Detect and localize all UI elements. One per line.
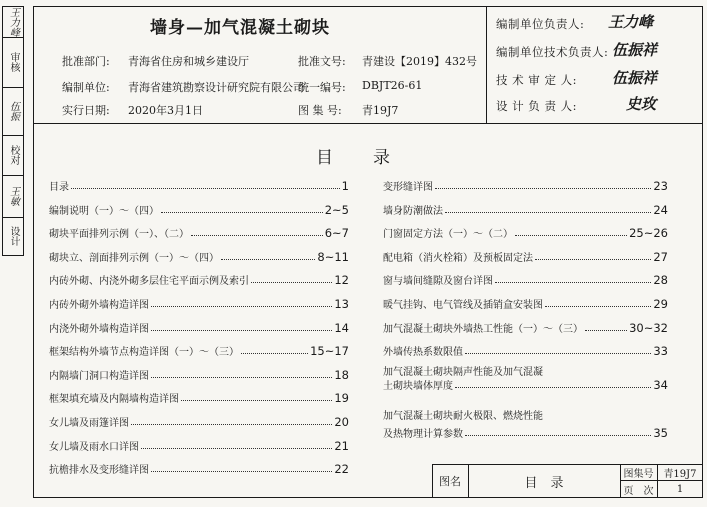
toc-entry (383, 224, 668, 240)
toc-entry-page: 23 (653, 179, 668, 193)
toc-leader-dots (495, 282, 651, 283)
toc-entry-title: 变形缝详图 (383, 182, 433, 193)
toc-entry-page: 33 (653, 344, 668, 359)
toc-leader-dots (455, 387, 651, 388)
role-signature: 王力峰 (608, 13, 654, 31)
toc-leader-dots (221, 259, 315, 260)
compile-unit-label: 编制单位: (62, 81, 110, 94)
toc-entry-page: 8~11 (317, 249, 349, 264)
sidebar-signature-cell (3, 87, 23, 136)
toc-leader-dots (161, 212, 323, 213)
toc-leader-dots (151, 377, 332, 378)
sidebar-signature-cell (3, 175, 23, 218)
toc-leader-dots (151, 330, 332, 331)
toc-entry (383, 201, 668, 217)
toc-entry-title: 编制说明（一）～（四） (49, 205, 159, 217)
toc-leader-dots (515, 235, 627, 236)
toc-entry-title: 砌块立、剖面排列示例（一）～（四） (49, 252, 219, 264)
toc-leader-dots (151, 306, 332, 307)
toc-entry-title: 暖气挂钩、电气管线及插销盒安装图 (383, 300, 543, 311)
compile-unit: 青海省建筑勘察设计研究院有限公司 (128, 81, 304, 94)
toc-entry-page: 18 (334, 367, 349, 382)
approval-doc: 青建设【2019】432号 (362, 55, 477, 68)
toc-entry (49, 319, 349, 335)
toc-entry-title: 女儿墙及雨篷详图 (49, 418, 129, 429)
toc-entry (49, 389, 349, 405)
toc-entry (49, 437, 349, 453)
role-signature: 伍振祥 (612, 69, 658, 87)
unified-no: DBJT26-61 (362, 79, 423, 92)
toc-entry-page: 28 (653, 273, 668, 288)
page-no-label: 页 次 (623, 486, 654, 497)
sidebar-signature-cell (3, 7, 23, 38)
sidebar-label-cell (3, 135, 23, 176)
toc-entry-title: 框架结构外墙节点构造详图（一）～（三） (49, 347, 239, 359)
toc-entry-title: 内砖外砌、内浇外砌多层住宅平面示例及索引 (49, 276, 249, 288)
toc-entry-title: 内隔墙门洞口构造详图 (49, 370, 149, 382)
toc-entry-page: 15~17 (310, 344, 349, 359)
toc-leader-dots (241, 353, 308, 354)
toc-entry (49, 366, 349, 382)
toc-heading: 目 录 (316, 148, 392, 168)
toc-leader-dots (191, 235, 323, 236)
date-label: 实行日期: (62, 104, 110, 117)
toc-entry (383, 177, 668, 193)
toc-entry-title: 女儿墙及雨水口详图 (49, 441, 139, 453)
toc-entry-page: 1 (341, 179, 349, 193)
toc-entry-page: 25~26 (629, 226, 668, 241)
toc-entry (49, 271, 349, 287)
toc-leader-dots (251, 282, 332, 283)
toc-leader-dots (535, 259, 651, 260)
toc-entry (49, 295, 349, 311)
toc-entry (49, 460, 349, 476)
toc-leader-dots (545, 306, 651, 307)
toc-entry-page: 6~7 (324, 226, 349, 241)
toc-entry (49, 201, 349, 217)
role-label: 技 术 审 定 人: (496, 73, 577, 87)
toc-entry-title: 墙身防潮做法 (383, 205, 443, 217)
drawing-name: 目 录 (524, 475, 564, 491)
toc-entry-page: 30~32 (629, 320, 668, 335)
toc-entry-page: 12 (334, 273, 349, 288)
toc-leader-dots (445, 212, 651, 213)
sidebar-signature: 王敏 (7, 186, 19, 206)
toc-entry (383, 271, 668, 287)
toc-entry (383, 424, 668, 440)
implement-date: 2020年3月1日 (128, 104, 203, 117)
document-title: 墙身—加气混凝土砌块 (150, 18, 330, 38)
sidebar-signature: 王力峰 (7, 7, 19, 37)
toc-entry (383, 248, 668, 264)
toc-entry-title: 砌块平面排列示例（一）、（二） (49, 229, 189, 241)
toc-entry-page: 22 (334, 462, 349, 477)
toc-leader-dots (465, 435, 651, 436)
toc-entry-page: 14 (334, 320, 349, 335)
toc-entry-title: 窗与墙间缝隙及窗台详图 (383, 276, 493, 288)
toc-entry (383, 342, 668, 358)
approval-doc-label: 批准文号: (298, 55, 346, 68)
toc-entry-title: 框架填充墙及内隔墙构造详图 (49, 394, 179, 406)
toc-entry-title: 内砖外砌外墙构造详图 (49, 300, 149, 311)
sidebar-label-review: 审核 (8, 52, 19, 72)
role-signature: 伍振祥 (612, 41, 658, 59)
toc-entry-title: 目录 (49, 182, 69, 193)
toc-entry (49, 413, 349, 429)
toc-entry-line1: 加气混凝土砌块耐火极限、燃烧性能 (383, 411, 543, 422)
toc-entry (383, 295, 668, 311)
unified-no-label: 统一编号: (298, 81, 346, 94)
toc-entry (49, 248, 349, 264)
toc-entry-page: 2~5 (324, 202, 349, 217)
toc-entry-title: 及热物理计算参数 (383, 429, 463, 440)
toc-entry (49, 224, 349, 240)
toc-leader-dots (465, 353, 651, 354)
toc-leader-dots (141, 448, 332, 449)
toc-leader-dots (151, 471, 332, 472)
sidebar-label-cell (3, 37, 23, 88)
toc-entry (49, 342, 349, 358)
toc-entry-page: 27 (653, 249, 668, 264)
sidebar-label-design: 设计 (8, 226, 19, 246)
drawing-name-label: 图名 (439, 475, 461, 488)
header-divider (33, 123, 703, 124)
sidebar-label-check: 校对 (8, 145, 19, 165)
approval-dept-label: 批准部门: (62, 55, 110, 68)
toc-leader-dots (131, 424, 332, 425)
header-vertical-divider (486, 6, 487, 123)
role-label: 编制单位技术负责人: (496, 45, 609, 59)
atlas-no-label: 图集号 (623, 468, 654, 480)
toc-entry-page: 35 (653, 426, 668, 440)
toc-entry-page: 13 (334, 297, 349, 311)
title-block-atlas-no: 青19J7 (663, 468, 697, 480)
sidebar-label-cell (3, 217, 23, 255)
toc-leader-dots (585, 330, 627, 331)
toc-entry-page: 34 (653, 378, 668, 392)
binding-strip (2, 6, 24, 256)
sidebar-signature: 伍振 (7, 101, 19, 121)
role-signature: 史玫 (626, 95, 657, 113)
toc-entry (49, 177, 349, 193)
toc-entry-title: 配电箱（消火栓箱）及预板固定法 (383, 252, 533, 264)
toc-entry-page: 29 (653, 297, 668, 311)
page-no: 1 (676, 484, 684, 495)
atlas-no: 青19J7 (362, 104, 399, 117)
toc-entry-page: 19 (334, 391, 349, 406)
role-label: 设 计 负 责 人: (496, 99, 577, 113)
toc-entry-title: 门窗固定方法（一）～（二） (383, 229, 513, 241)
toc-leader-dots (181, 400, 332, 401)
toc-entry (383, 376, 668, 392)
toc-entry-page: 24 (653, 202, 668, 217)
toc-entry-line1: 加气混凝土砌块隔声性能及加气混凝 (383, 367, 543, 378)
toc-entry-page: 21 (334, 438, 349, 453)
toc-entry (383, 319, 668, 335)
toc-entry-title: 内浇外砌外墙构造详图 (49, 323, 149, 335)
approval-dept: 青海省住房和城乡建设厅 (128, 55, 249, 68)
atlas-label: 图 集 号: (298, 104, 342, 117)
toc-entry-title: 外墙传热系数限值 (383, 347, 463, 359)
role-label: 编制单位负责人: (496, 17, 585, 31)
toc-entry-page: 20 (334, 415, 349, 429)
toc-entry-title: 加气混凝土砌块外墙热工性能（一）～（三） (383, 323, 583, 335)
toc-entry-title: 抗檐排水及变形缝详图 (49, 465, 149, 477)
toc-entry-title: 土砌块墙体厚度 (383, 381, 453, 392)
toc-leader-dots (71, 188, 340, 189)
toc-leader-dots (435, 188, 651, 189)
